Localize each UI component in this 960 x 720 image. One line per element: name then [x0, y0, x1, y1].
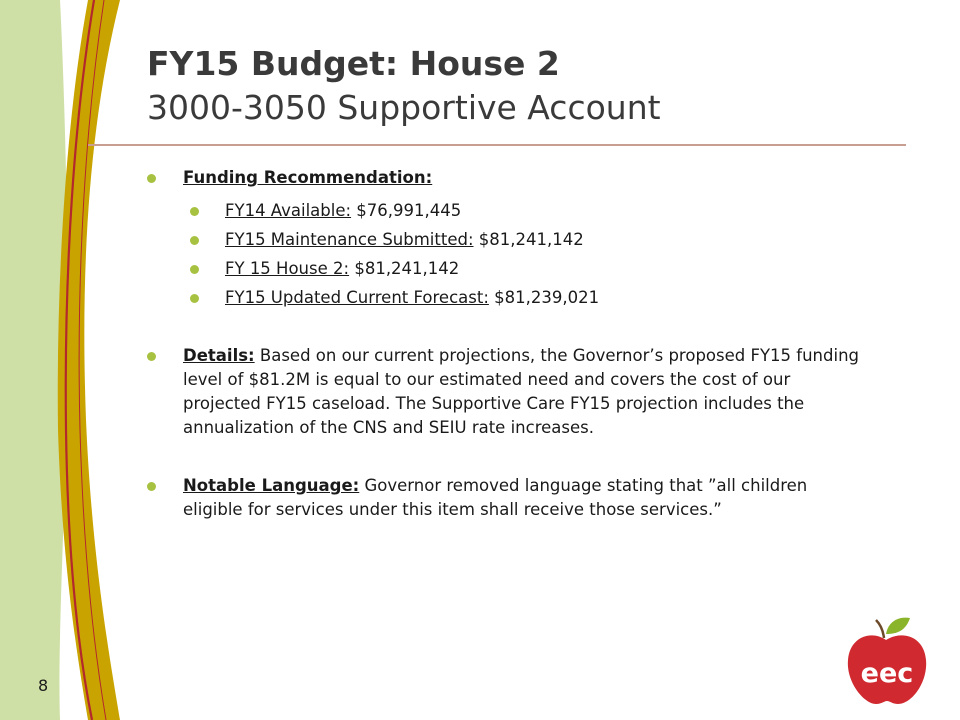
funding-item-value: $81,239,021: [488, 288, 600, 307]
page-number: 8: [38, 676, 49, 695]
funding-item-value: $81,241,142: [349, 259, 460, 278]
funding-item-label: FY14 Available:: [225, 201, 352, 220]
funding-item-label: FY 15 House 2:: [225, 259, 350, 278]
logo-leaf: [886, 618, 910, 634]
title-line-2: 3000-3050 Supportive Account: [147, 88, 661, 127]
details-text: Based on our current projections, the Governor’s proposed FY15 funding level of $81.2M is equal to our estimated need and covers the cost of our projected FY15 caseload. The Supportive Care FY15 projection includes the annualization of the CNS and SEIU rate increases.: [183, 346, 860, 437]
eec-logo-icon: [842, 612, 932, 708]
funding-heading: Funding Recommendation:: [183, 168, 433, 187]
slide-title: [147, 42, 907, 130]
logo-stem: [876, 620, 884, 638]
funding-item-value: $76,991,445: [351, 201, 462, 220]
sidebar-green-band: [0, 0, 68, 720]
details-heading: Details:: [183, 346, 255, 365]
logo-text: eec: [860, 658, 914, 689]
funding-item-label: FY15 Updated Current Forecast:: [225, 288, 489, 307]
details-bullet: [147, 344, 867, 440]
funding-item: [147, 257, 867, 281]
sidebar-decoration: [0, 0, 130, 720]
language-text: Governor removed language stating that ”all children eligible for services under this item shall receive those services.”: [183, 476, 808, 519]
funding-item: [147, 228, 867, 252]
funding-item-label: FY15 Maintenance Submitted:: [225, 230, 474, 249]
funding-recommendation-bullet: [147, 166, 867, 190]
title-divider: [88, 144, 906, 146]
notable-language-bullet: [147, 474, 867, 522]
spacer: [147, 440, 867, 474]
title-line-1: FY15 Budget: House 2: [147, 44, 560, 83]
language-heading: Notable Language:: [183, 476, 360, 495]
slide-body: [147, 166, 867, 522]
funding-item-value: $81,241,142: [473, 230, 584, 249]
funding-item: [147, 199, 867, 223]
funding-item: [147, 286, 867, 310]
sidebar-gold-stripe: [58, 0, 120, 720]
spacer: [147, 310, 867, 344]
